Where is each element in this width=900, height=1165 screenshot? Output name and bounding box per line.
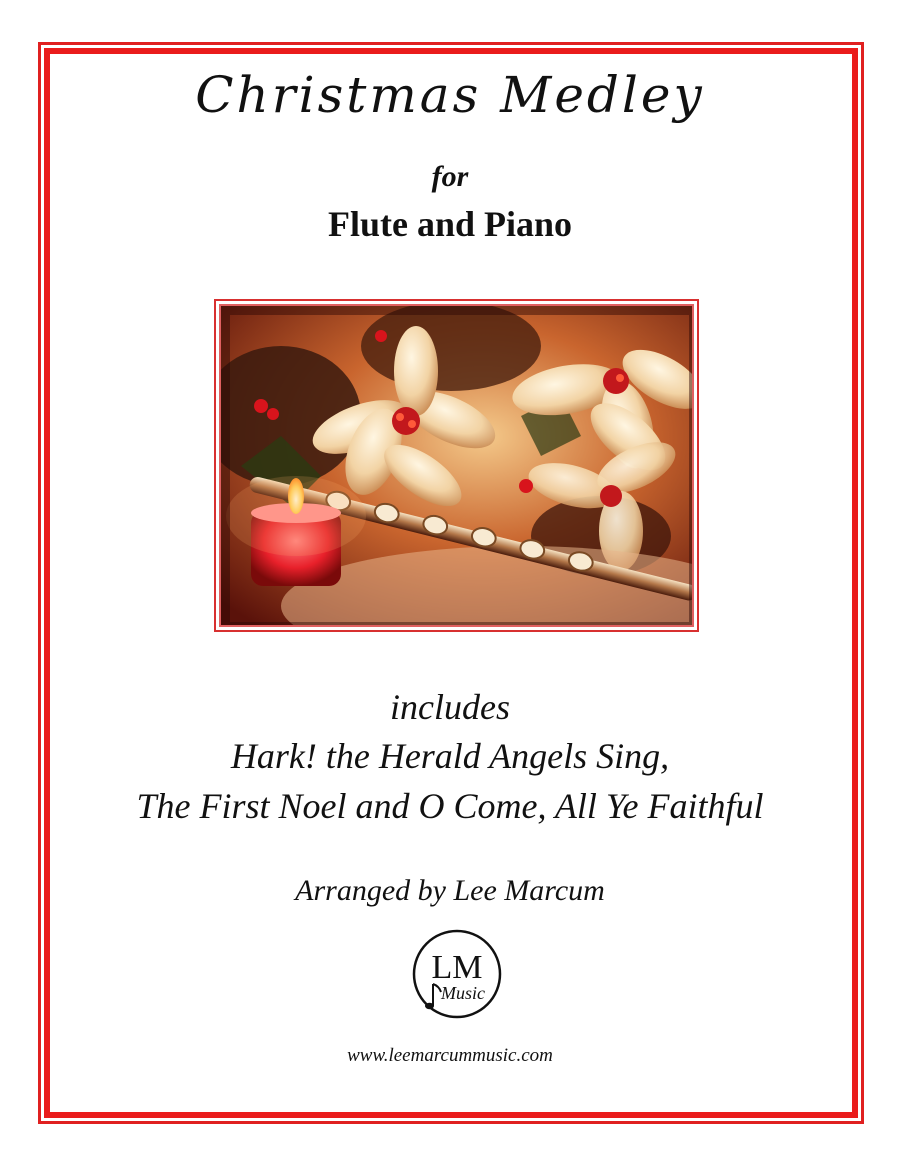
cover-photo (219, 304, 694, 627)
svg-text:LM: LM (431, 949, 483, 986)
lm-music-logo (411, 928, 503, 1020)
instrumentation: Flute and Piano (327, 204, 573, 244)
website-url[interactable]: www.leemarcummusic.com (347, 1045, 553, 1066)
cover-photo-frame (214, 299, 699, 632)
arranger-credit: Arranged by Lee Marcum (295, 874, 605, 907)
includes-label: includes (390, 687, 510, 727)
page-title: Christmas Medley (195, 66, 705, 124)
for-label: for (431, 160, 469, 193)
svg-text:Music: Music (441, 983, 485, 1003)
song-list-line-2: The First Noel and O Come, All Ye Faithful (136, 786, 764, 826)
song-list-line-1: Hark! the Herald Angels Sing, (230, 736, 670, 776)
